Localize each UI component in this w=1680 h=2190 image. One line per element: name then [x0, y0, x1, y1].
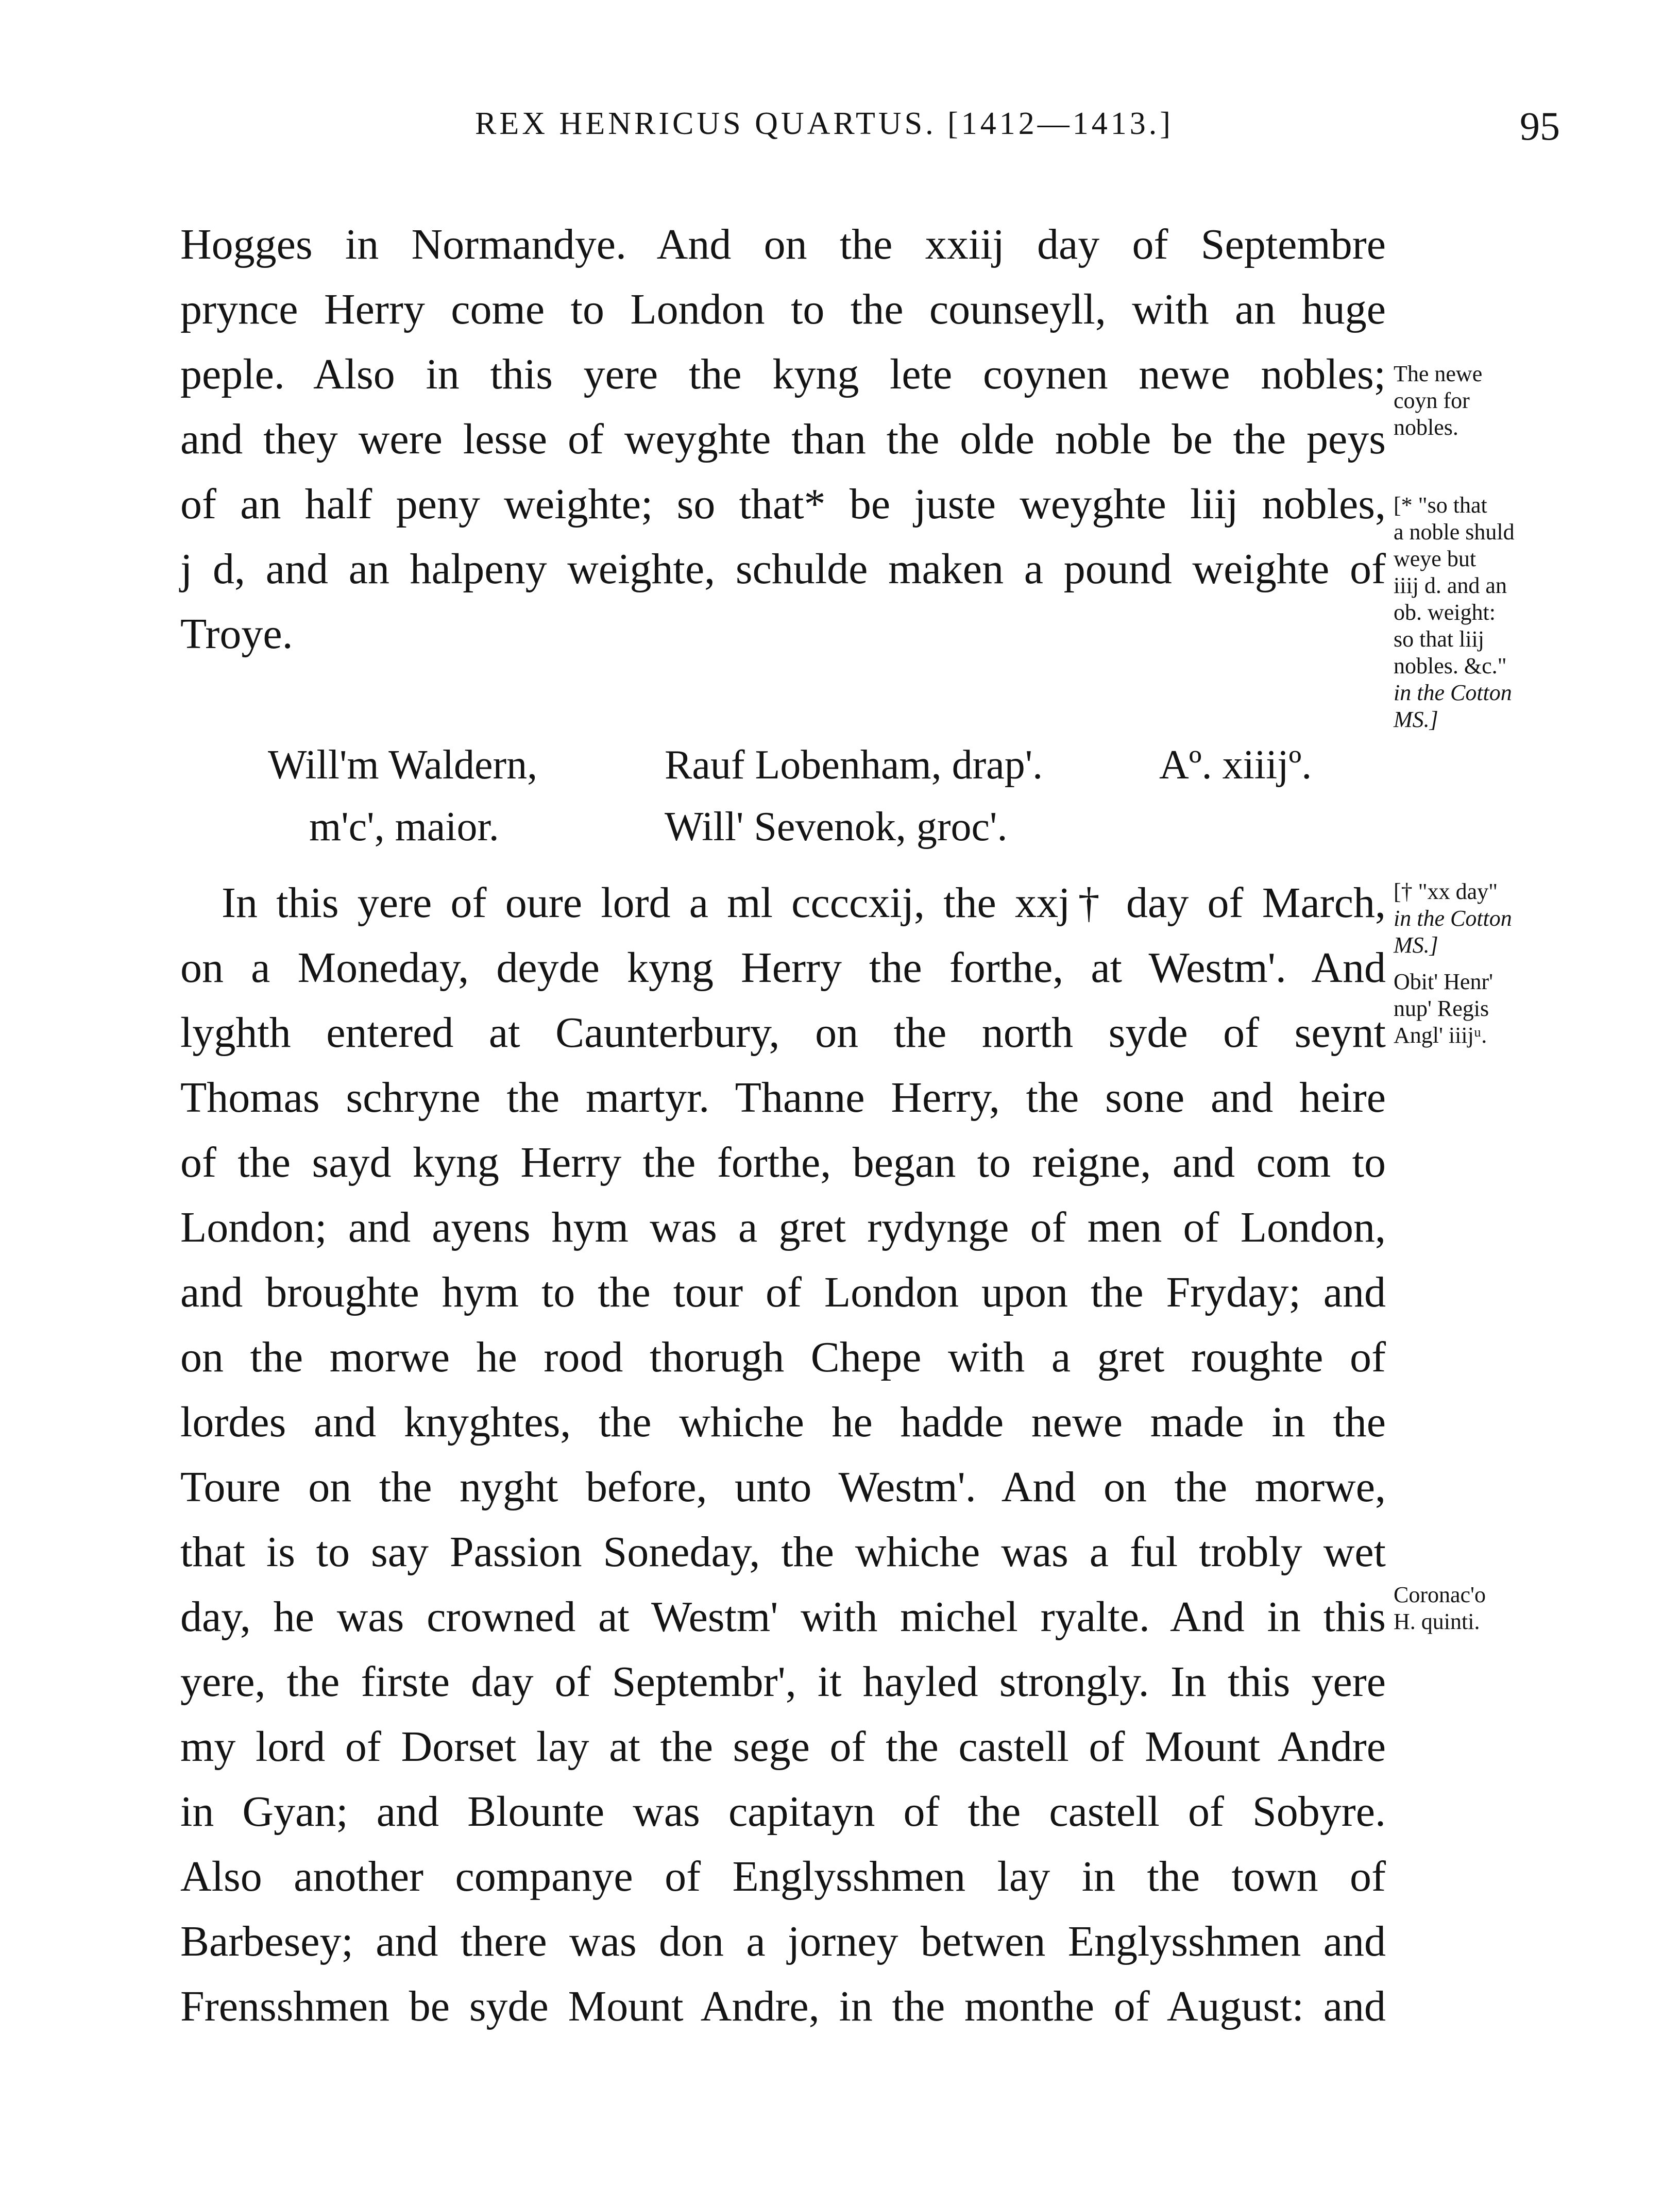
margin-note-cotton-2	[1394, 878, 1600, 959]
margin-note-coronation	[1394, 1582, 1600, 1635]
margin-note-line: a noble shuld	[1394, 519, 1515, 545]
text-line: In this yere of oure lord a ml ccccxij, the xxj† day of March,	[222, 879, 1386, 927]
margin-note-line: nobles. &c."	[1394, 653, 1507, 678]
margin-note-line: MS.]	[1394, 707, 1438, 732]
text-line: Thomas schryne the martyr. Thanne Herry, the sone and heire	[180, 1074, 1386, 1122]
running-head: REX HENRICUS QUARTUS. [1412—1413.]	[475, 106, 1174, 141]
paragraph-2	[180, 871, 1386, 2039]
margin-note-line: H. quinti.	[1394, 1609, 1480, 1634]
margin-note-line: in the Cotton	[1394, 906, 1512, 931]
margin-note-line: [* "so that	[1394, 493, 1487, 518]
margin-note-line: coyn for	[1394, 388, 1470, 413]
text-line: on the morwe he rood thorugh Chepe with a gret roughte of	[180, 1333, 1386, 1381]
text-line: Also another companye of Englysshmen lay in the town of	[180, 1853, 1386, 1900]
paragraph-1	[180, 212, 1386, 667]
margin-note-line: nup' Regis	[1394, 996, 1489, 1021]
text-line: of the sayd kyng Herry the forthe, began to reigne, and com to	[180, 1139, 1386, 1186]
text-line: Hogges in Normandye. And on the xxiij day of Septembre	[180, 220, 1386, 268]
text-line: j d, and an halpeny weighte, schulde maken a pound weighte of	[180, 545, 1386, 593]
sheriff-1: Rauf Lobenham, drap'.	[665, 742, 1043, 788]
text-line: of an half peny weighte; so that* be juste weyghte liij nobles,	[180, 480, 1386, 528]
margin-note-line: The newe	[1394, 361, 1483, 386]
text-line: my lord of Dorset lay at the sege of the castell of Mount Andre	[180, 1723, 1386, 1771]
text-line: Frensshmen be syde Mount Andre, in the monthe of August: and	[180, 1982, 1386, 2030]
text-line: lyghth entered at Caunterbury, on the north syde of seynt	[180, 1009, 1386, 1057]
margin-note-line: Angl' iiijᵘ.	[1394, 1023, 1487, 1048]
margin-note-line: weye but	[1394, 546, 1477, 571]
text-line: peple. Also in this yere the kyng lete coynen newe nobles;	[180, 350, 1386, 398]
mayor-title: m'c', maior.	[309, 804, 499, 850]
sheriff-2: Will' Sevenok, groc'.	[665, 804, 1008, 850]
margin-note-cotton-1	[1394, 492, 1600, 733]
text-line: on a Moneday, deyde kyng Herry the forthe, at Westm'. And	[180, 944, 1386, 992]
text-line: and broughte hym to the tour of London upon the Fryday; and	[180, 1268, 1386, 1316]
margin-note-line: MS.]	[1394, 932, 1438, 958]
margin-note-line: Coronac'o	[1394, 1582, 1486, 1607]
margin-note-obit	[1394, 969, 1600, 1049]
text-line: Barbesey; and there was don a jorney betwen Englysshmen and	[180, 1917, 1386, 1965]
margin-note-line: so that liij	[1394, 626, 1484, 652]
margin-note-line: nobles.	[1394, 415, 1458, 440]
text-line: Troye.	[180, 610, 293, 658]
text-line: day, he was crowned at Westm' with michel ryalte. And in this	[180, 1593, 1386, 1641]
margin-note-line: in the Cotton	[1394, 680, 1512, 705]
text-line: in Gyan; and Blounte was capitayn of the castell of Sobyre.	[180, 1788, 1386, 1836]
text-line: and they were lesse of weyghte than the olde noble be the peys	[180, 415, 1386, 463]
text-line: yere, the firste day of Septembr', it hayled strongly. In this yere	[180, 1658, 1386, 1706]
margin-note-coin	[1394, 361, 1600, 441]
text-line: Toure on the nyght before, unto Westm'. And on the morwe,	[180, 1463, 1386, 1511]
margin-note-line: iiij d. and an	[1394, 573, 1507, 598]
margin-note-line: ob. weight:	[1394, 600, 1496, 625]
page-number: 95	[1520, 104, 1560, 148]
text-line: lordes and knyghtes, the whiche he hadde newe made in the	[180, 1398, 1386, 1446]
text-line: London; and ayens hym was a gret rydynge of men of London,	[180, 1203, 1386, 1251]
regnal-year: Aº. xiiijº.	[1159, 742, 1312, 788]
mayor-name: Will'm Waldern,	[268, 742, 538, 788]
text-line: prynce Herry come to London to the counseyll, with an huge	[180, 285, 1386, 333]
text-line: that is to say Passion Soneday, the whiche was a ful trobly wet	[180, 1528, 1386, 1576]
margin-note-line: Obit' Henr'	[1394, 969, 1494, 994]
margin-note-line: [† "xx day"	[1394, 879, 1498, 904]
